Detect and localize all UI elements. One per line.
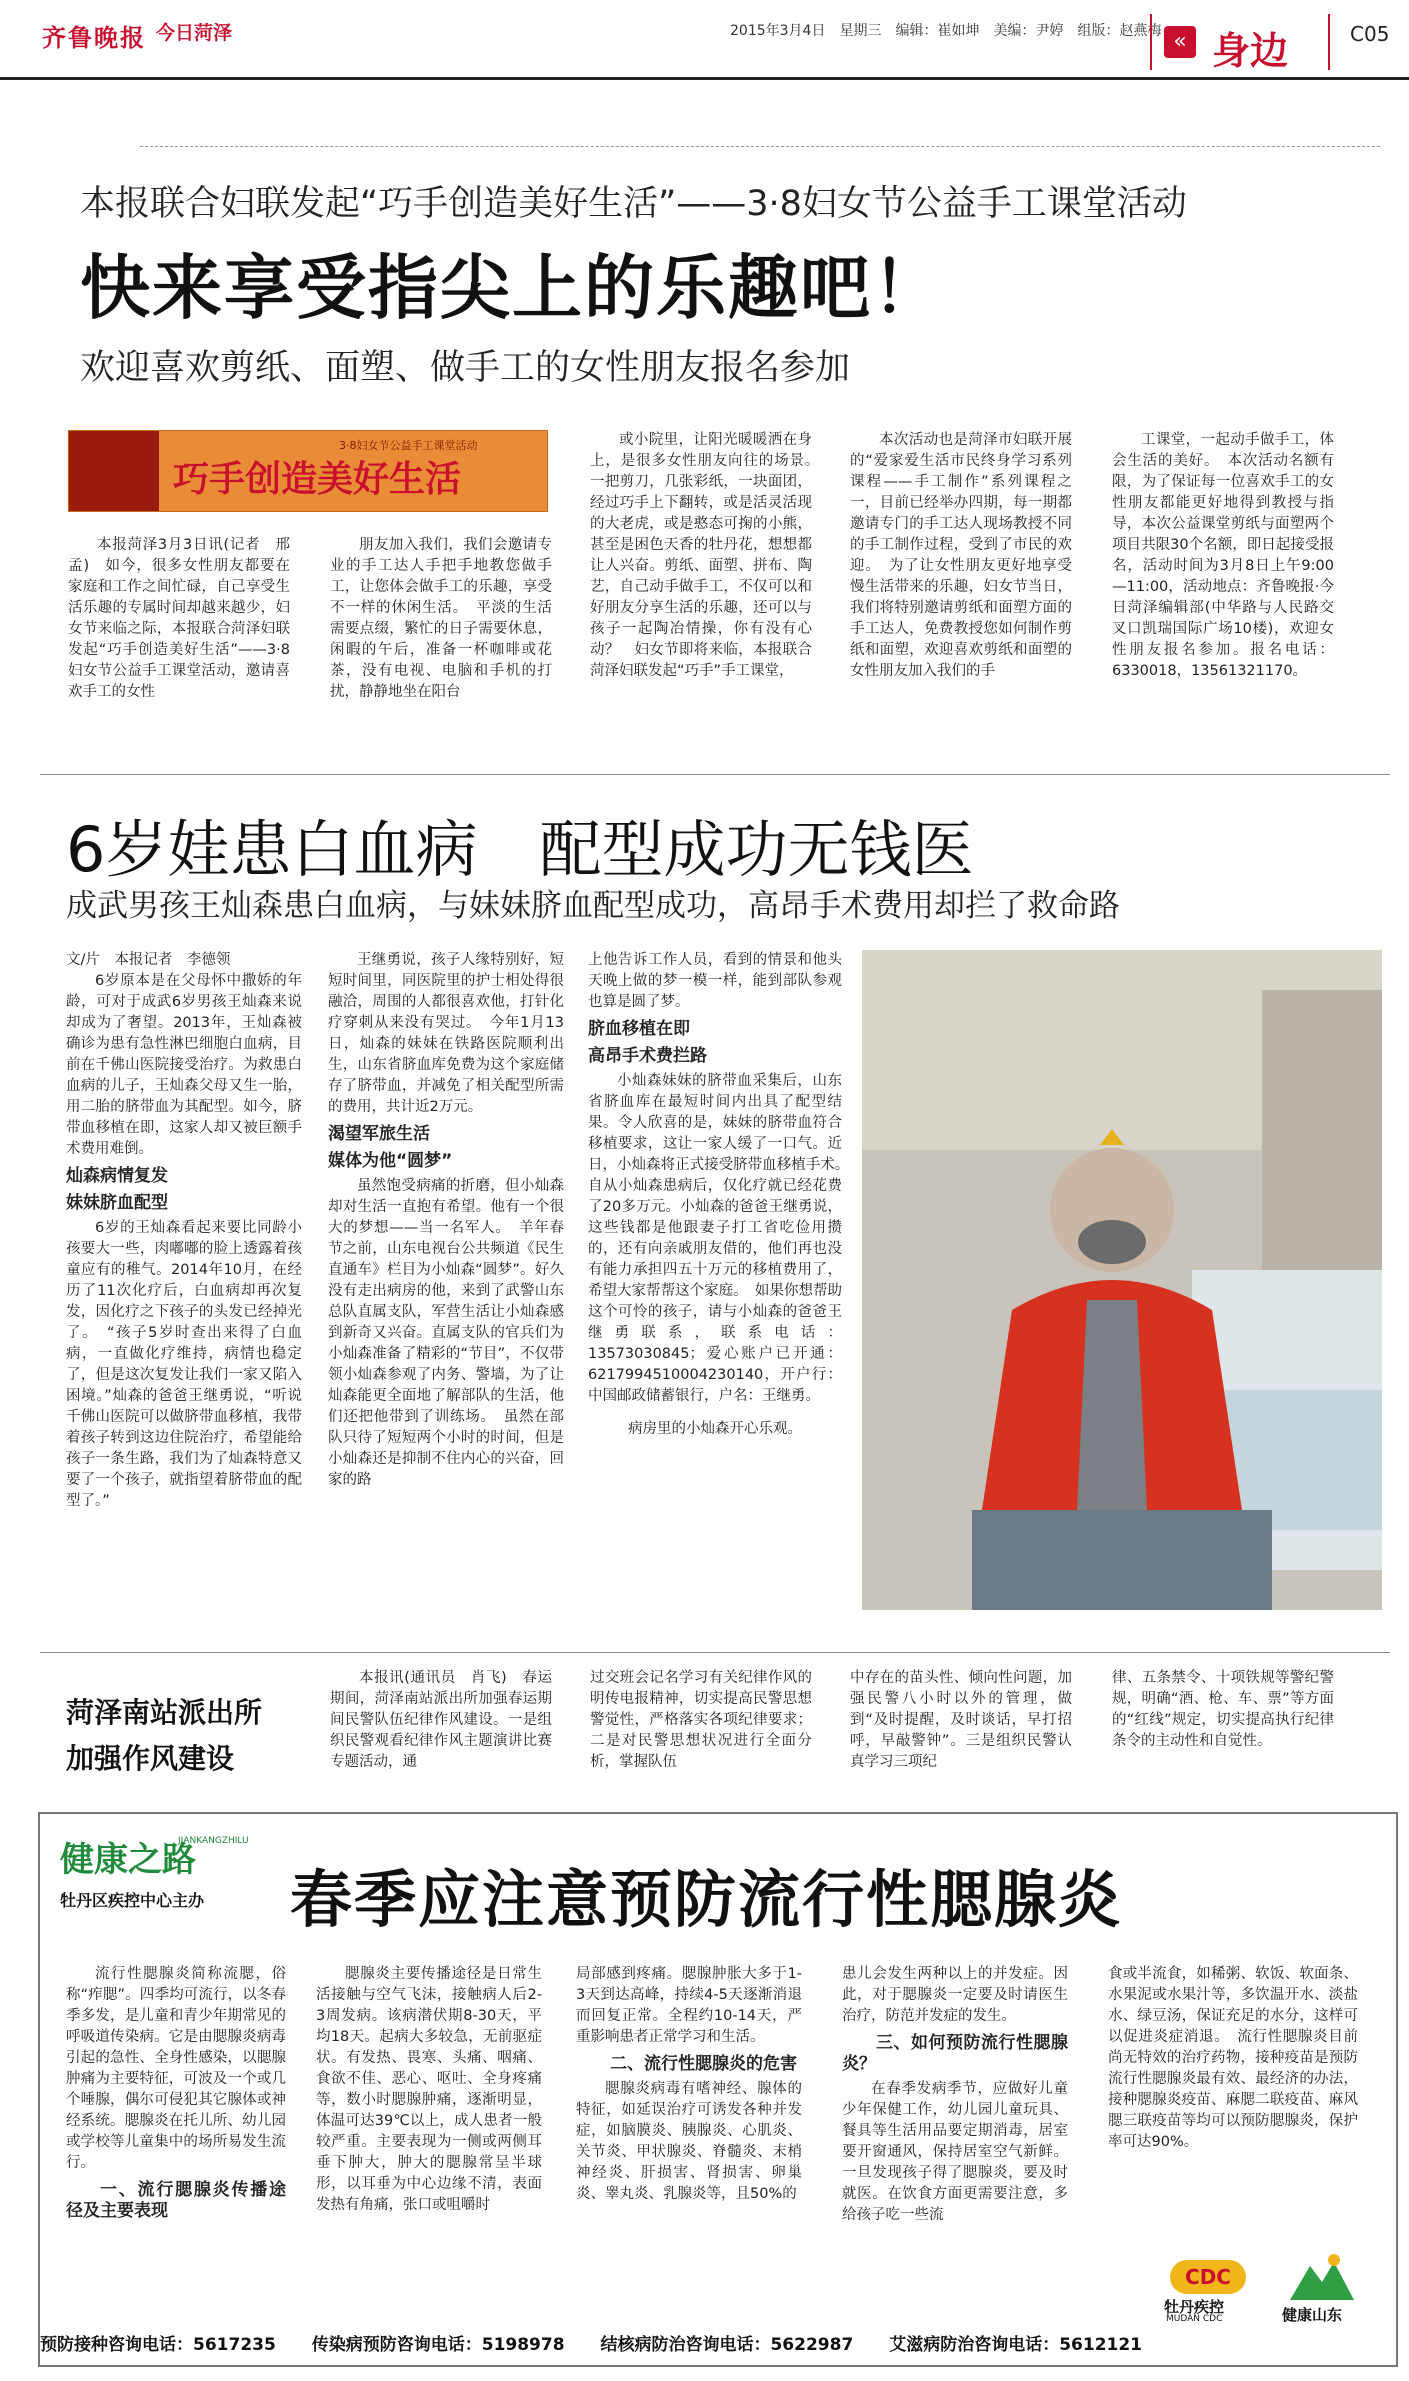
story3-col-4: 律、五条禁令、十项铁规等警纪警规，明确“酒、枪、车、票”等方面的“红线”规定，切实提高执行纪律条令的主动性和自觉性。: [1112, 1670, 1334, 1749]
story3-col-1: 本报讯(通讯员 肖飞) 春运期间，菏泽南站派出所加强春运期间民警队伍纪律作风建设。一是组织民警观看纪律作风主题演讲比赛专题活动，通: [330, 1670, 552, 1770]
health-headline: 春季应注意预防流行性腮腺炎: [290, 1863, 1123, 1936]
health-col-3: 局部感到疼痛。腮腺肿胀大多于1-3天到达高峰，持续4-5天逐渐消退而回复正常。全程约10-14天，严重影响患者正常学习和生活。 二、流行性腮腺炎的危害 腮腺炎病毒有嗜神经、腺体的特征，如延误治疗可诱发各种并发症，如脑膜炎、胰腺炎、心肌炎、关节炎、甲状腺炎、脊髓炎、末梢神经炎、肝损害、肾损害、卵巢炎、睾丸炎、乳腺炎等，且50%的: [576, 1966, 802, 2202]
hospital-photo-drawing: [862, 950, 1382, 1610]
health-col-2: 腮腺炎主要传播途径是日常生活接触与空气飞沫，接触病人后2-3周发病。该病潜伏期8-30天，平均18天。起病大多较急，无前驱症状。有发热、畏寒、头痛、咽痛、食欲不佳、恶心、呕吐、全身疼痛等，数小时腮腺肿痛，逐渐明显，体温可达39℃以上，成人患者一般较严重。主要表现为一侧或两侧耳垂下肿大，肿大的腮腺常呈半球形，以耳垂为中心边缘不清，表面发热有角痛，张口或咀嚼时: [316, 1966, 542, 2213]
story2-col-2: 王继勇说，孩子人缘特别好，短短时间里，同医院里的护士相处得很融洽，周围的人都很喜欢他，打针化疗穿刺从来没有哭过。 今年1月13日，灿森的妹妹在铁路医院顺利出生，山东省脐血库免费为这个家庭储存了脐带血，并减免了相关配型所需的费用，共计近2万元。 渴望军旅生活 媒体为他“圆梦” 虽然饱受病痛的折磨，但小灿森却对生活一直抱有希望。他有一个很大的梦想——当一名军人。 羊年春节之前，山东电视台公共频道《民生直通车》栏目为小灿森“圆梦”。好久没有走出病房的他，来到了武警山东总队直属支队，军营生活让小灿森感到新奇又兴奋。直属支队的官兵们为小灿森准备了精彩的“节目”，不仅带领小灿森参观了内务、警墙，为了让灿森能更全面地了解部队的生活，他们还把他带到了训练场。 虽然在部队只待了短短两个小时的时间，但是小灿森还是抑制不住内心的兴奋，回家的路: [328, 952, 564, 1488]
subhead: 一、流行腮腺炎传播途径及主要表现: [66, 2180, 286, 2221]
newspaper-logo: 齐鲁晚报: [42, 23, 146, 52]
subhead: 媒体为他“圆梦”: [328, 1151, 453, 1171]
health-logo-title: 健康之路: [60, 1840, 196, 1880]
story1-col-5: 工课堂，一起动手做手工，体会生活的美好。 本次活动名额有限，为了保证每一位喜欢手工的女性朋友都能更好地得到教授与指导，本次公益课堂剪纸与面塑两个项目共限30个名额，即日起接受报名，活动时间为3月8日上午9:00—11:00，活动地点：齐鲁晚报·今日菏泽编辑部(中华路与人民路交叉口凯瑞国际广场10楼)，欢迎女性朋友报名参加。报名电话：6330018，13561321170。: [1112, 432, 1334, 679]
banner-photo-block: [69, 431, 159, 512]
photo-caption: 病房里的小灿森开心乐观。: [628, 1421, 802, 1437]
story1-headline: 快来享受指尖上的乐趣吧！: [80, 247, 944, 329]
story1-col-3: 或小院里，让阳光暖暖洒在身上，是很多女性朋友向往的场景。 一把剪刀，几张彩纸，一块面团，经过巧手上下翻转，或是活灵活现的大老虎，或是憨态可掬的小熊，甚至是困色天香的牡丹花，想想都让人兴奋。剪纸、面塑、拼布、陶艺，自己动手做手工，不仅可以和好朋友分享生活的乐趣，还可以与孩子一起陶冶情操，你有没有心动？ 妇女节即将来临，本报联合菏泽妇联发起“巧手”手工课堂，: [590, 432, 827, 679]
health-col-1: 流行性腮腺炎简称流腮，俗称“痄腮”。四季均可流行，以冬春季多发，是儿童和青少年期常见的呼吸道传染病。它是由腮腺炎病毒引起的急性、全身性感染，以腮腺肿痛为主要特征，可波及一个或几个唾腺，偶尔可侵犯其它腺体或神经系统。腮腺炎在托儿所、幼儿园或学校等儿童集中的场所易发生流行。 一、流行腮腺炎传播途径及主要表现: [66, 1966, 286, 2221]
story1-col-2: 朋友加入我们，我们会邀请专业的手工达人手把手地教您做手工，让您体会做手工的乐趣，享受不一样的休闲生活。 平淡的生活需要点缀，繁忙的日子需要休息，闲暇的午后，准备一杯咖啡或花茶，没有电视、电脑和手机的打扰，静静地坐在阳台: [330, 537, 552, 700]
story2-col-3: 上他告诉工作人员，看到的情景和他头天晚上做的梦一模一样，能到部队参观也算是圆了梦。 脐血移植在即 高昂手术费拦路 小灿森妹妹的脐带血采集后，山东省脐血库在最短时间内出具了配型结果。令人欣喜的是，妹妹的脐带血符合移植要求，这让一家人缓了一口气。近日，小灿森将正式接受脐带血移植手术。 自从小灿森患病后，仅化疗就已经花费了20多万元。小灿森的爸爸王继勇说，这些钱都是他跟妻子打工省吃俭用攒的，还有向亲戚朋友借的，他们再也没有能力承担四五十万元的移植费用了，希望大家帮帮这个家庭。 如果你想帮助这个可怜的孩子，请与小灿森的爸爸王继勇联系，联系电话：13573030845；爱心账户已开通：6217994510004230140，开户行：中国邮政储蓄银行，户名：王继勇。 病房里的小灿森开心乐观。: [588, 950, 842, 1440]
cdc-logo: CDC 牡丹疾控 MUDAN CDC: [1160, 2260, 1260, 2324]
banner-title: 巧手创造美好生活: [173, 459, 462, 500]
story3-col-3: 中存在的苗头性、倾向性问题，加强民警八小时以外的管理，做到“及时提醒，及时谈话，早打招呼，早敲警钟”。三是组织民警认真学习三项纪: [850, 1670, 1072, 1770]
issue-meta: 2015年3月4日 星期三 编辑：崔如坤 美编：尹婷 组版：赵燕梅: [730, 23, 1162, 39]
subhead: 渴望军旅生活: [328, 1124, 430, 1144]
health-col-4: 患儿会发生两种以上的并发症。因此，对于腮腺炎一定要及时请医生治疗，防范并发症的发生。 三、如何预防流行性腮腺炎？ 在春季发病季节，应做好儿童少年保健工作，幼儿园儿童玩具、餐具等生活用品要定期消毒，居室要开窗通风，保持居室空气新鲜。一旦发现孩子得了腮腺炎，要及时就医。在饮食方面更需要注意，多给孩子吃一些流: [842, 1966, 1068, 2223]
footer-phone: 预防接种咨询电话：5617235: [40, 2335, 276, 2355]
footer-phone: 结核病防治咨询电话：5622987: [600, 2335, 854, 2355]
section-arrow-icon: «: [1164, 26, 1196, 58]
story2-deck: 成武男孩王灿森患白血病，与妹妹脐血配型成功，高昂手术费用却拦了救命路: [66, 888, 1120, 924]
byline: 文/片 本报记者 李德领: [66, 952, 231, 968]
hospital-photo: [862, 950, 1382, 1610]
story1-col-4: 本次活动也是菏泽市妇联开展的“爱家爱生活市民终身学习系列课程——手工制作”系列课程之一，目前已经举办四期，每一期都邀请专门的手工达人现场教授不同的手工制作过程，受到了市民的欢迎。 为了让女性朋友更好地享受慢生活带来的乐趣，妇女节当日，我们将特别邀请剪纸和面塑方面的手工达人，免费教授您如何制作剪纸和面塑，欢迎喜欢剪纸和面塑的女性朋友加入我们的手: [850, 432, 1072, 679]
section-name: 身边: [1212, 29, 1289, 73]
subhead: 高昂手术费拦路: [588, 1046, 707, 1066]
edition-name: 今日菏泽: [156, 22, 233, 44]
story2-col-1: 文/片 本报记者 李德领 6岁原本是在父母怀中撒娇的年龄，可对于成武6岁男孩王灿森来说却成为了奢望。2013年，王灿森被确诊为患有急性淋巴细胞白血病，目前在千佛山医院接受治疗。为救患白血病的儿子，王灿森父母又生一胎，用二胎的脐带血为其配型。如今，脐带血移植在即，这家人却又被巨额手术费用难倒。 灿森病情复发 妹妹脐血配型 6岁的王灿森看起来要比同龄小孩要大一些，肉嘟嘟的脸上透露着孩童应有的稚气。2014年10月，在经历了11次化疗后，白血病却再次复发，因化疗之下孩子的头发已经掉光了。 “孩子5岁时查出来得了白血病，一直做化疗维持，病情也稳定了，但是这次复发让我们一家又陷入困境。”灿森的爸爸王继勇说，“听说千佛山医院可以做脐带血移植，我带着孩子转到这边住院治疗，希望能给孩子一条生路，我们为了灿森特意又要了一个孩子，就指望着脐带血的配型了。”: [66, 952, 302, 1509]
healthy-shandong-icon: [1270, 2252, 1370, 2302]
health-column-logo: [60, 1832, 270, 1932]
divider: [40, 774, 1390, 775]
health-logo-sub: 牡丹区疾控中心主办: [60, 1891, 205, 1910]
subhead: 灿森病情复发: [66, 1166, 168, 1186]
story2-headline: 6岁娃患白血病 配型成功无钱医: [66, 813, 974, 886]
story1-deck: 欢迎喜欢剪纸、面塑、做手工的女性朋友报名参加: [80, 348, 851, 388]
divider: [40, 1652, 1390, 1653]
story1-col-1: 本报菏泽3月3日讯(记者 邢孟) 如今，很多女性朋友都要在家庭和工作之间忙碌，自己享受生活乐趣的专属时间却越来越少，妇女节来临之际，本报联合菏泽妇联发起“巧手创造美好生活”——3·8妇女节公益手工课堂活动，邀请喜欢手工的女性: [68, 537, 290, 700]
subhead: 二、流行性腮腺炎的危害: [610, 2054, 797, 2074]
subhead: 三、如何预防流行性腮腺炎？: [842, 2033, 1068, 2074]
healthy-shandong-logo: 健康山东: [1270, 2252, 1370, 2326]
subhead: 妹妹脐血配型: [66, 1193, 168, 1213]
page-number: C05: [1350, 22, 1390, 46]
health-footer: [40, 2330, 1190, 2355]
event-banner: [68, 430, 548, 512]
footer-phone: 艾滋病防治咨询电话：5612121: [889, 2335, 1143, 2355]
health-col-5: 食或半流食，如稀粥、软饭、软面条、水果泥或水果汁等，多饮温开水、淡盐水、绿豆汤，保证充足的水分，这样可以促进炎症消退。 流行性腮腺炎目前尚无特效的治疗药物，接种疫苗是预防流行性腮腺炎最有效、最经济的办法，接种腮腺炎疫苗、麻腮二联疫苗、麻风腮三联疫苗等均可以预防腮腺炎，保护率可达90%。: [1108, 1966, 1358, 2150]
story3-col-2: 过交班会记名学习有关纪律作风的明传电报精神，切实提高民警思想警觉性，严格落实各项纪律要求；二是对民警思想状况进行全面分析，掌握队伍: [590, 1670, 812, 1770]
page-header: [0, 0, 1409, 80]
footer-phone: 传染病预防咨询电话：5198978: [311, 2335, 565, 2355]
subhead: 脐血移植在即: [588, 1019, 690, 1039]
banner-subtitle: 3·8妇女节公益手工课堂活动: [339, 439, 478, 452]
section-flag: [1150, 14, 1330, 73]
divider: [140, 146, 1380, 147]
story3-headline: 菏泽南站派出所 加强作风建设: [66, 1696, 263, 1775]
health-logo-pinyin: JIANKANGZHILU: [178, 1836, 249, 1846]
story1-kicker: 本报联合妇联发起“巧手创造美好生活”——3·8妇女节公益手工课堂活动: [80, 184, 1187, 224]
